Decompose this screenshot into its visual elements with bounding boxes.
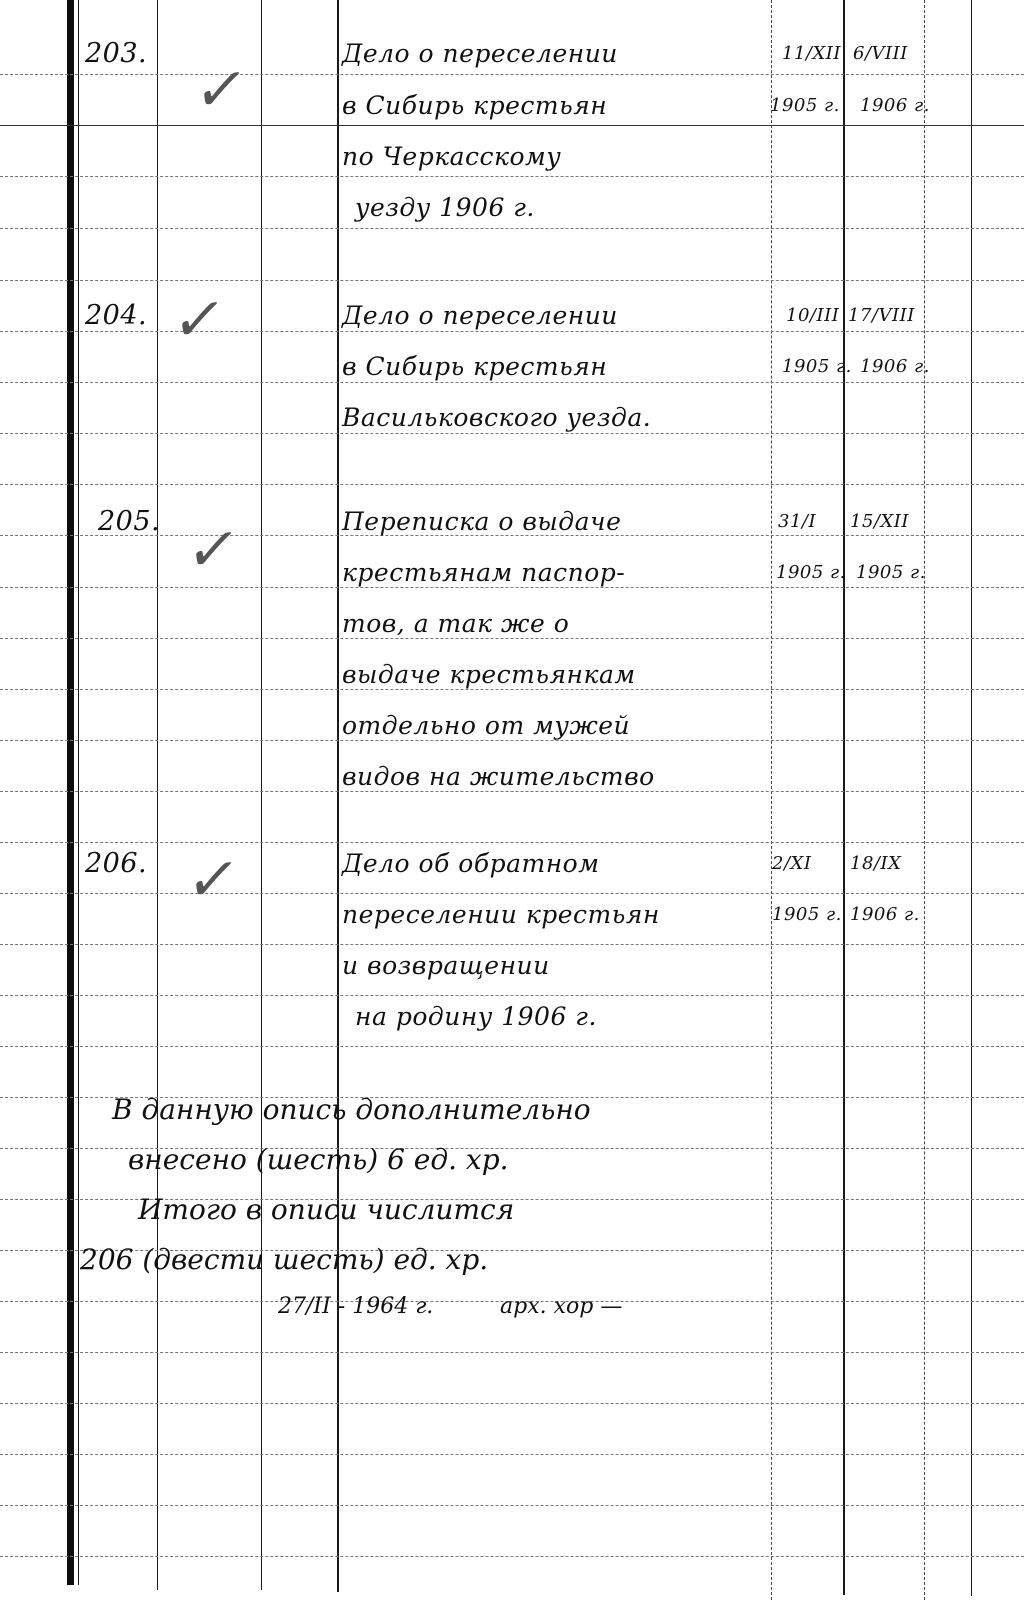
end-date: 18/IX xyxy=(850,853,902,874)
start-year: 1905 г. xyxy=(782,356,852,377)
entry-title-line: крестьянам паспор- xyxy=(342,558,626,587)
start-date: 11/XII xyxy=(782,43,842,64)
column-rule-dashed xyxy=(924,0,926,1600)
entry-title-line: переселении крестьян xyxy=(342,900,660,929)
entry-title-line: выдаче крестьянкам xyxy=(342,660,636,689)
entry-title-line: Дело о переселении xyxy=(342,39,618,68)
column-rule xyxy=(971,0,972,1596)
ruled-line xyxy=(0,1046,1024,1047)
entry-title-line: тов, а так же о xyxy=(342,609,570,638)
start-year: 1905 г. xyxy=(776,562,846,583)
entry-title-line: Дело о переселении xyxy=(342,301,618,330)
start-year: 1905 г. xyxy=(772,904,842,925)
column-rule xyxy=(843,0,845,1595)
start-date: 2/XI xyxy=(772,853,812,874)
check-mark-icon: ✓ xyxy=(181,515,245,585)
column-rule xyxy=(78,0,79,1585)
end-year: 1906 г. xyxy=(860,95,930,116)
entry-title-line: уезду 1906 г. xyxy=(355,193,535,222)
end-year: 1906 г. xyxy=(850,904,920,925)
end-date: 15/XII xyxy=(850,511,910,532)
entry-title-line: видов на жительство xyxy=(342,762,655,791)
entry-number: 206. xyxy=(85,848,148,879)
end-year: 1906 г. xyxy=(860,356,930,377)
closing-note-line: внесено (шесть) 6 ед. хр. xyxy=(128,1143,509,1176)
check-mark-icon: ✓ xyxy=(181,845,245,915)
closing-note-line: Итого в описи числится xyxy=(138,1193,515,1226)
binding-margin-bar xyxy=(67,0,74,1585)
entry-title-line: отдельно от мужей xyxy=(342,711,631,740)
ruled-line xyxy=(0,1454,1024,1455)
ruled-line xyxy=(0,484,1024,485)
entry-title-line: Васильковского уезда. xyxy=(342,403,652,432)
column-rule xyxy=(337,0,339,1592)
start-date: 10/III xyxy=(786,305,840,326)
check-mark-icon: ✓ xyxy=(189,55,253,125)
closing-note-line: 206 (двести шесть) ед. хр. xyxy=(80,1243,489,1276)
ruled-line xyxy=(0,280,1024,281)
closing-note-date: 27/II - 1964 г. xyxy=(278,1294,434,1319)
ruled-line xyxy=(0,1352,1024,1353)
closing-note-line: В данную опись дополнительно xyxy=(112,1093,591,1126)
entry-number: 203. xyxy=(85,38,148,69)
entry-title-line: на родину 1906 г. xyxy=(355,1002,597,1031)
entry-title-line: в Сибирь крестьян xyxy=(342,352,608,381)
ruled-line xyxy=(0,1556,1024,1557)
entry-title-line: Переписка о выдаче xyxy=(342,507,622,536)
archivist-signature: арх. хор — xyxy=(500,1294,623,1319)
column-rule-dashed xyxy=(771,0,773,1600)
start-date: 31/I xyxy=(778,511,817,532)
ruled-line xyxy=(0,1505,1024,1506)
entry-title-line: и возвращении xyxy=(342,951,550,980)
entry-number: 205. xyxy=(98,506,161,537)
entry-number: 204. xyxy=(85,300,148,331)
entry-title-line: в Сибирь крестьян xyxy=(342,91,608,120)
start-year: 1905 г. xyxy=(770,95,840,116)
check-mark-icon: ✓ xyxy=(167,285,231,355)
entry-title-line: по Черкасскому xyxy=(342,142,562,171)
end-date: 17/VIII xyxy=(848,305,915,326)
end-date: 6/VIII xyxy=(853,43,908,64)
end-year: 1905 г. xyxy=(856,562,926,583)
ruled-line xyxy=(0,1403,1024,1404)
entry-title-line: Дело об обратном xyxy=(342,849,600,878)
